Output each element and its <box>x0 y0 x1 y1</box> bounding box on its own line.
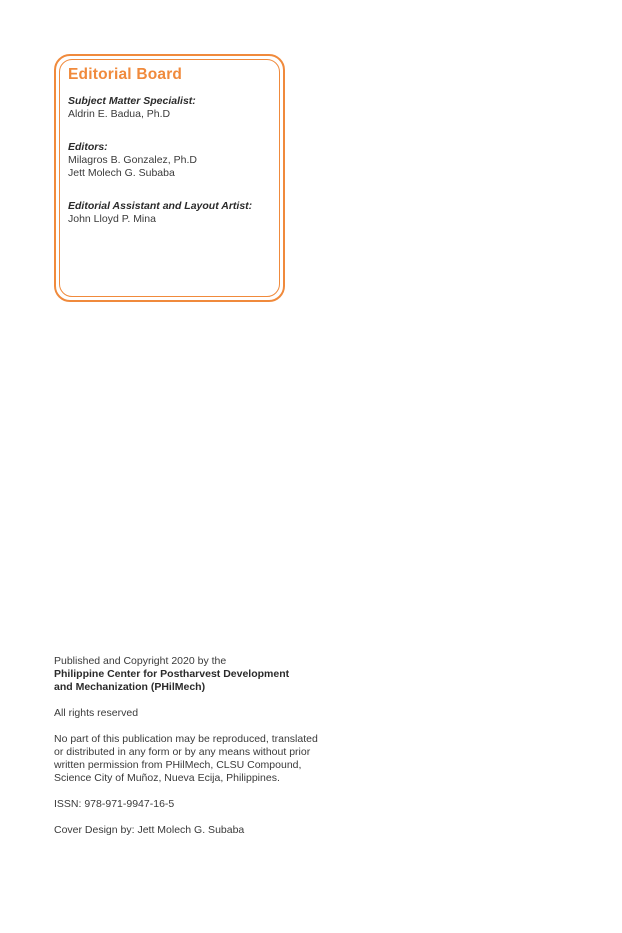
editorial-board-content <box>68 66 275 246</box>
role-label: Editorial Assistant and Layout Artist: <box>68 200 253 212</box>
editorial-board-title: Editorial Board <box>68 66 183 83</box>
reproduction-notice <box>54 733 374 785</box>
role-layout-artist <box>68 200 275 226</box>
published-line: Published and Copyright 2020 by the <box>54 655 227 667</box>
role-name: Milagros B. Gonzalez, Ph.D <box>68 154 197 166</box>
notice-line: written permission from PHilMech, CLSU Compound, <box>54 759 302 771</box>
role-label: Editors: <box>68 141 108 153</box>
notice-line: Science City of Muñoz, Nueva Ecija, Philippines. <box>54 772 280 784</box>
issn: ISSN: 978-971-9947-16-5 <box>54 798 175 810</box>
cover-design-credit: Cover Design by: Jett Molech G. Subaba <box>54 824 245 836</box>
notice-line: No part of this publication may be reproduced, translated <box>54 733 318 745</box>
notice-line: or distributed in any form or by any means without prior <box>54 746 311 758</box>
copyright-block <box>54 655 374 694</box>
role-label: Subject Matter Specialist: <box>68 95 196 107</box>
publication-info <box>54 655 374 850</box>
publisher-name-line1: Philippine Center for Postharvest Development <box>54 668 290 680</box>
role-subject-matter-specialist <box>68 95 275 121</box>
role-editors <box>68 141 275 180</box>
role-name: Jett Molech G. Subaba <box>68 167 175 179</box>
rights-reserved: All rights reserved <box>54 707 139 719</box>
publisher-name-line2: and Mechanization (PHilMech) <box>54 681 206 693</box>
role-name: Aldrin E. Badua, Ph.D <box>68 108 171 120</box>
editorial-board-box <box>54 54 285 302</box>
role-name: John Lloyd P. Mina <box>68 213 156 225</box>
